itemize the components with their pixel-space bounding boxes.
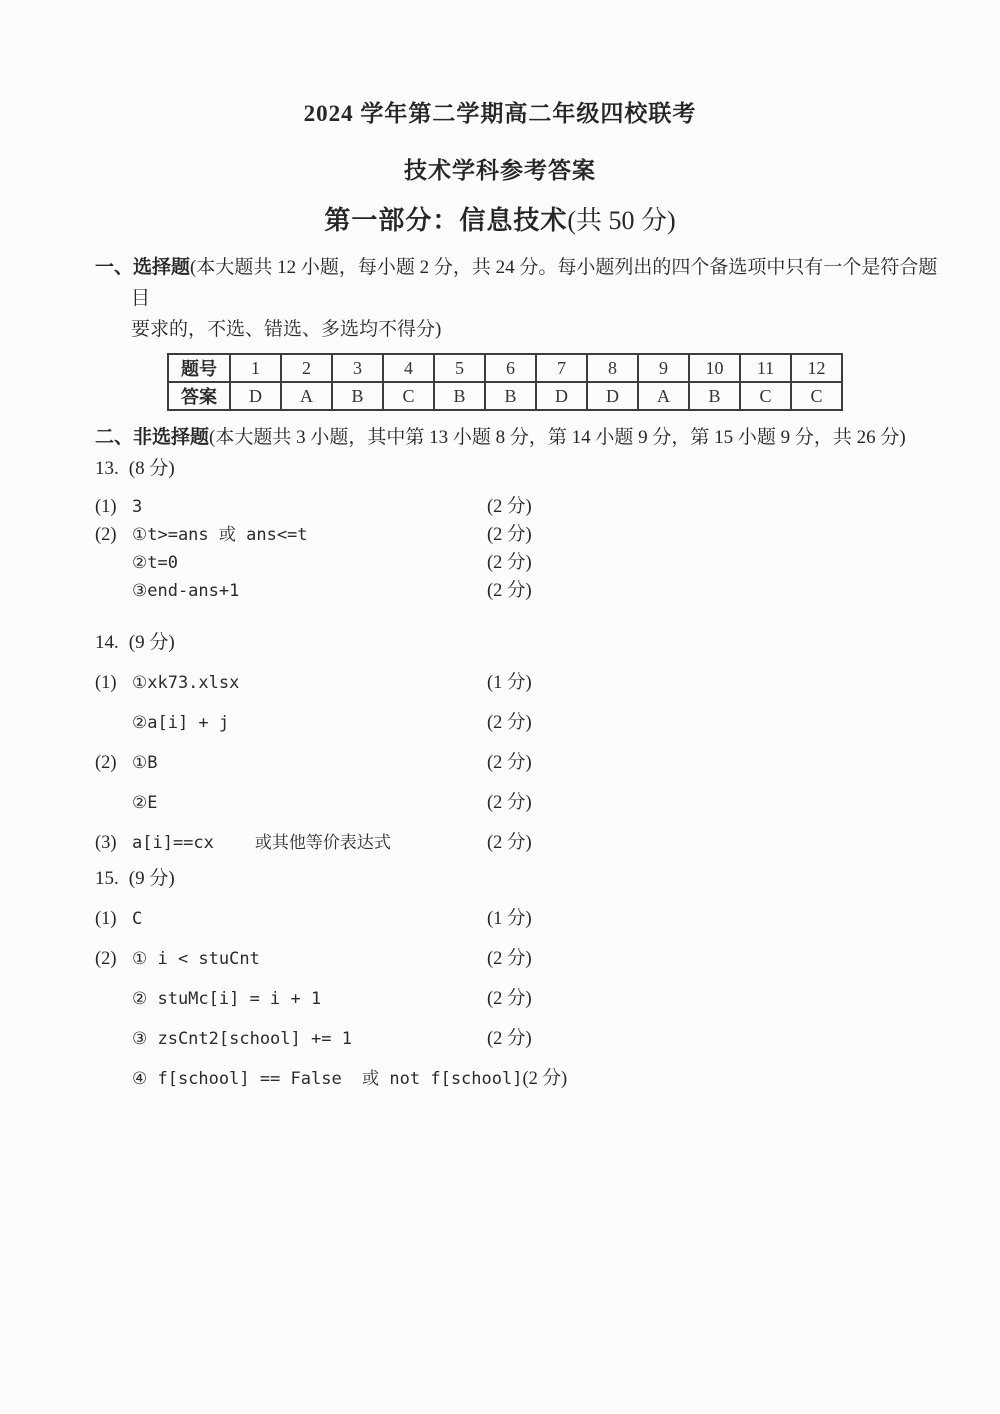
answer-item-score: (2 分) — [487, 833, 532, 853]
answer-item-label: (2) — [95, 753, 117, 773]
question-number-cell: 8 — [587, 354, 638, 382]
choice-section-heading — [95, 252, 946, 345]
question-number-cell: 3 — [332, 354, 383, 382]
table-header-answer: 答案 — [168, 382, 230, 410]
answer-row — [95, 749, 1000, 777]
question-14-title — [95, 629, 1000, 657]
question-14-points: (9 分) — [128, 632, 175, 653]
table-header-question: 题号 — [168, 354, 230, 382]
answer-row — [95, 521, 1000, 549]
answer-item-text: ③end-ans+1 — [132, 581, 240, 601]
answer-item-text: ①t>=ans 或 ans<=t — [132, 525, 308, 545]
answer-item-label: (1) — [95, 909, 117, 929]
answer-row — [95, 789, 1000, 817]
non-choice-heading-bold: 二、非选择题 — [95, 427, 210, 448]
answer-row — [95, 985, 1000, 1013]
answer-row — [95, 493, 1000, 521]
answer-item-text: 3 — [132, 497, 143, 517]
question-13-number: 13. — [95, 458, 119, 479]
answer-row — [95, 709, 1000, 737]
answer-item-text: ② stuMc[i] = i + 1 — [132, 989, 322, 1009]
document-subtitle: 技术学科参考答案 — [404, 158, 596, 183]
answer-cell: B — [434, 382, 485, 410]
answer-item-score: (2 分) — [487, 581, 532, 601]
answer-item-label: (2) — [95, 949, 117, 969]
answer-item-label: (1) — [95, 497, 117, 517]
question-15-answers — [0, 905, 1000, 1093]
answer-row — [95, 945, 1000, 973]
answer-cell: C — [791, 382, 842, 410]
table-row-answers — [168, 382, 842, 410]
answer-item-score: (2 分) — [487, 949, 532, 969]
answer-item-score: (2 分) — [522, 1069, 568, 1089]
question-14-answers — [0, 669, 1000, 857]
answer-item-score: (2 分) — [487, 1029, 532, 1049]
question-number-cell: 10 — [689, 354, 740, 382]
answer-item-score: (2 分) — [487, 713, 532, 733]
answer-row — [95, 829, 1000, 857]
answer-item-score: (2 分) — [487, 525, 532, 545]
answer-item-score: (1 分) — [487, 673, 532, 693]
question-number-cell: 6 — [485, 354, 536, 382]
question-14-number: 14. — [95, 632, 119, 653]
question-number-cell: 1 — [230, 354, 281, 382]
question-number-cell: 2 — [281, 354, 332, 382]
answer-cell: A — [638, 382, 689, 410]
choice-section-heading-bold: 一、选择题 — [95, 257, 191, 278]
answer-item-text: C — [132, 909, 143, 929]
answer-row — [95, 1025, 1000, 1053]
non-choice-section-heading — [95, 423, 1000, 453]
question-number-cell: 4 — [383, 354, 434, 382]
answer-cell: A — [281, 382, 332, 410]
part-title — [0, 204, 1000, 238]
answer-item-score: (2 分) — [487, 553, 532, 573]
answer-item-score: (2 分) — [487, 989, 532, 1009]
answer-item-text: ① i < stuCnt — [132, 949, 260, 969]
table-row-question-numbers — [168, 354, 842, 382]
choice-section-heading-line1: (本大题共 12 小题，每小题 2 分，共 24 分。每小题列出的四个备选项中只有一个是符合题目 — [131, 257, 938, 309]
answer-row — [95, 905, 1000, 933]
question-13-points: (8 分) — [128, 458, 175, 479]
question-13-title — [95, 455, 1000, 483]
part-title-points: (共 50 分) — [567, 206, 676, 235]
answer-item-text: ①B — [132, 753, 158, 773]
answer-item-text: ③ zsCnt2[school] += 1 — [132, 1029, 352, 1049]
answer-item-text: ②t=0 — [132, 553, 178, 573]
answer-item-label: (3) — [95, 833, 117, 853]
answer-row — [95, 669, 1000, 697]
answer-cell: B — [332, 382, 383, 410]
answer-row — [95, 577, 1000, 605]
question-number-cell: 11 — [740, 354, 791, 382]
answer-item-text: ②a[i] + j — [132, 713, 230, 733]
answer-item-text: ①xk73.xlsx — [132, 673, 240, 693]
choice-section-heading-line2: 要求的，不选、错选、多选均不得分) — [131, 319, 442, 340]
answer-item-score: (2 分) — [487, 497, 532, 517]
answer-item-text: a[i]==cx 或其他等价表达式 — [132, 833, 391, 853]
answer-item-score: (1 分) — [487, 909, 532, 929]
question-number-cell: 12 — [791, 354, 842, 382]
question-number-cell: 5 — [434, 354, 485, 382]
answer-cell: D — [536, 382, 587, 410]
answer-cell: D — [230, 382, 281, 410]
question-15-title — [95, 865, 1000, 893]
question-number-cell: 7 — [536, 354, 587, 382]
answer-item-text: ④ f[school] == False 或 not f[school] — [132, 1069, 523, 1089]
document-title: 2024 学年第二学期高二年级四校联考 — [303, 101, 697, 126]
non-choice-heading-rest: (本大题共 3 小题，其中第 13 小题 8 分，第 14 小题 9 分，第 15 小题 9 分，共 26 分) — [209, 427, 906, 448]
answer-item-score: (2 分) — [487, 753, 532, 773]
answer-cell: C — [740, 382, 791, 410]
answer-item-label: (1) — [95, 673, 117, 693]
answer-item-score: (2 分) — [487, 793, 532, 813]
question-number-cell: 9 — [638, 354, 689, 382]
answer-cell: C — [383, 382, 434, 410]
part-title-main: 第一部分：信息技术 — [324, 206, 568, 235]
question-15-points: (9 分) — [128, 868, 175, 889]
answer-cell: B — [689, 382, 740, 410]
answer-item-text: ②E — [132, 793, 158, 813]
answer-cell: D — [587, 382, 638, 410]
answer-item-label: (2) — [95, 525, 117, 545]
question-13-answers — [0, 493, 1000, 605]
answer-row — [95, 549, 1000, 577]
answer-row — [95, 1065, 1000, 1093]
answer-cell: B — [485, 382, 536, 410]
question-15-number: 15. — [95, 868, 119, 889]
choice-answer-table — [167, 353, 843, 411]
